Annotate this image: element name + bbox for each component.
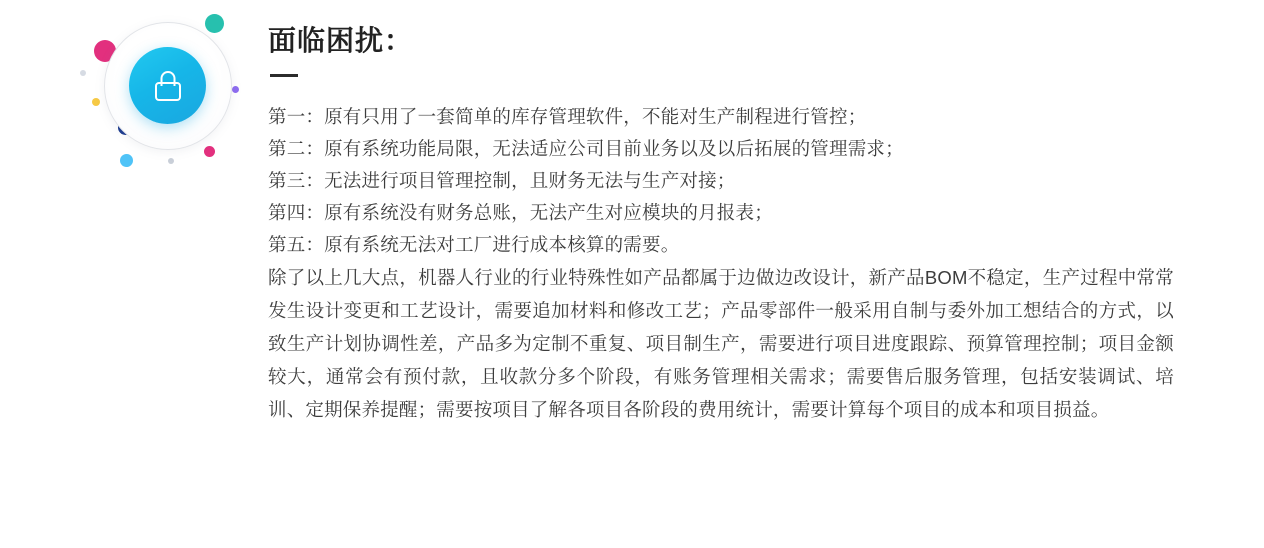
lock-icon — [155, 71, 181, 101]
decor-dot-purple — [232, 86, 239, 93]
decor-dot-magenta — [204, 146, 215, 157]
summary-paragraph: 除了以上几大点，机器人行业的行业特殊性如产品都属于边做边改设计，新产品BOM不稳定，生产过程中常常发生设计变更和工艺设计，需要追加材料和修改工艺；产品零部件一般采用自制与委外加工想结合的方式，以致生产计划协调性差，产品多为定制不重复、项目制生产，需要进行项目进度跟踪、预算管理控制；项目金额较大，通常会有预付款，且收款分多个阶段，有账务管理相关需求；需要售后服务管理，包括安装调试、培训、定期保养提醒；需要按项目了解各项目各阶段的费用统计，需要计算每个项目的成本和项目损益。 — [268, 266, 1174, 420]
title-underline — [270, 74, 298, 77]
content-area — [268, 24, 1180, 444]
list-item: 第五：原有系统无法对工厂进行成本核算的需要。 — [268, 233, 680, 255]
decor-dot-grey-small — [80, 70, 86, 76]
lock-body — [155, 82, 181, 101]
lock-badge — [129, 47, 206, 124]
list-item: 第三：无法进行项目管理控制，且财务无法与生产对接； — [268, 169, 736, 191]
issue-list — [268, 101, 1180, 426]
list-item: 第二：原有系统功能局限，无法适应公司目前业务以及以后拓展的管理需求； — [268, 137, 904, 159]
decor-dot-teal — [205, 14, 224, 33]
list-item: 第四：原有系统没有财务总账，无法产生对应模块的月报表； — [268, 201, 773, 223]
lock-illustration — [72, 8, 252, 188]
decor-dot-grey — [168, 158, 174, 164]
page-title: 面临困扰： — [268, 25, 414, 56]
decor-dot-lightblue — [120, 154, 133, 167]
decor-dot-yellow — [92, 98, 100, 106]
list-item: 第一：原有只用了一套简单的库存管理软件，不能对生产制程进行管控； — [268, 105, 867, 127]
